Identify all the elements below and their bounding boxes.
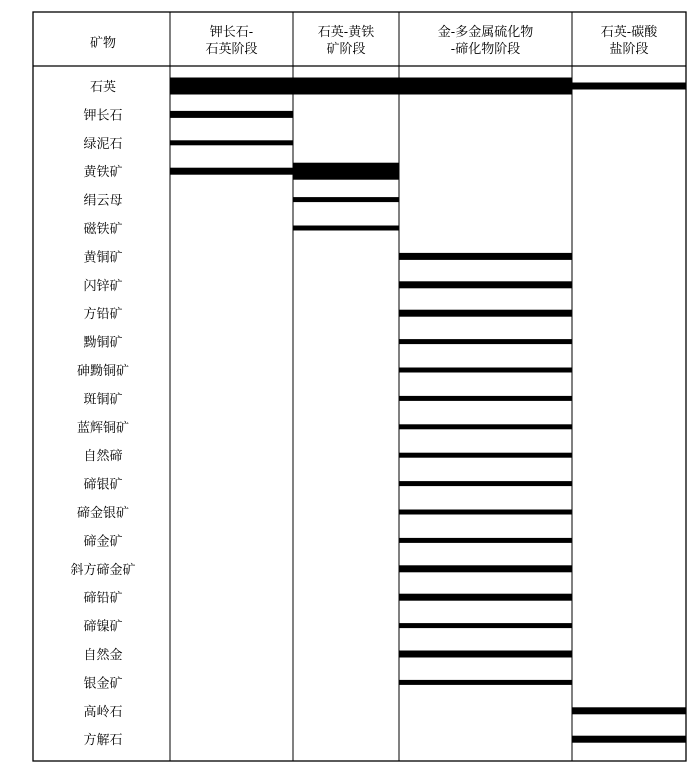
stage-header-line1: 石英-黄铁: [317, 25, 375, 40]
stage-bar: [399, 78, 572, 95]
mineral-name: 黄铜矿: [83, 250, 123, 266]
mineral-name: 斑铜矿: [83, 392, 123, 408]
stage-bar: [399, 281, 572, 288]
stage-bar: [399, 594, 572, 601]
mineral-name: 斜方碲金矿: [70, 562, 136, 578]
mineral-name: 绿泥石: [83, 136, 123, 152]
stage-bar: [399, 453, 572, 458]
stage-bar: [293, 78, 399, 95]
stage-header-line1: 钾长石-: [209, 25, 254, 40]
mineral-name: 高岭石: [83, 704, 123, 720]
stage-bar: [293, 197, 399, 202]
stage-bar: [399, 565, 572, 572]
stage-bar: [170, 78, 293, 95]
mineral-name: 碲金矿: [83, 534, 123, 550]
stage-bar: [399, 651, 572, 658]
stage-bar: [293, 163, 399, 180]
stage-bars: [170, 78, 686, 743]
stage-bar: [293, 226, 399, 231]
stage-bar: [572, 736, 686, 743]
mineral-name: 钾长石: [83, 108, 123, 124]
mineral-name: 碲铅矿: [83, 591, 123, 607]
mineral-name: 自然碲: [83, 449, 123, 465]
stage-bar: [399, 481, 572, 486]
stage-bar: [399, 396, 572, 401]
mineral-name: 蓝辉铜矿: [76, 420, 130, 436]
stage-bar: [170, 168, 293, 175]
table-border: [33, 12, 686, 761]
stage-bar: [399, 623, 572, 628]
stage-bar: [399, 680, 572, 685]
stage-bar: [399, 253, 572, 260]
mineral-name: 绢云母: [83, 193, 123, 209]
stage-bar: [399, 538, 572, 543]
stage-bar: [399, 424, 572, 429]
stage-bar: [399, 510, 572, 515]
mineral-name: 碲银矿: [83, 477, 123, 493]
mineral-name: 自然金: [83, 648, 123, 663]
stage-header-line1: 金-多金属硫化物: [437, 25, 534, 40]
table-frame: [33, 12, 686, 761]
stage-bar: [170, 111, 293, 118]
mineral-name: 黝铜矿: [83, 335, 123, 351]
stage-header-line2: -碲化物阶段: [450, 42, 521, 57]
stage-bar: [399, 310, 572, 317]
stage-header-line2: 矿阶段: [326, 42, 366, 57]
mineral-name: 石英: [89, 80, 117, 95]
mineral-name: 方解石: [83, 733, 123, 749]
mineral-name: 银金矿: [83, 676, 123, 692]
stage-bar: [399, 339, 572, 344]
table-header: [90, 24, 658, 57]
stage-bar: [572, 83, 686, 90]
stage-header-line2: 石英阶段: [205, 42, 258, 57]
mineral-name: 黄铁矿: [83, 165, 123, 181]
mineral-name: 碲金银矿: [76, 506, 130, 521]
stage-bar: [399, 368, 572, 373]
mineral-name: 磁铁矿: [83, 222, 123, 237]
mineral-name: 方铅矿: [83, 307, 123, 323]
header-mineral: 矿物: [89, 36, 117, 51]
stage-header-line1: 石英-碳酸: [600, 25, 658, 40]
mineral-name: 闪锌矿: [83, 278, 123, 294]
stage-header-line2: 盐阶段: [609, 42, 649, 57]
stage-bar: [170, 140, 293, 145]
mineral-name: 砷黝铜矿: [76, 364, 130, 379]
mineral-name-column: [70, 80, 135, 748]
stage-bar: [572, 707, 686, 714]
mineral-name: 碲镍矿: [83, 619, 123, 635]
